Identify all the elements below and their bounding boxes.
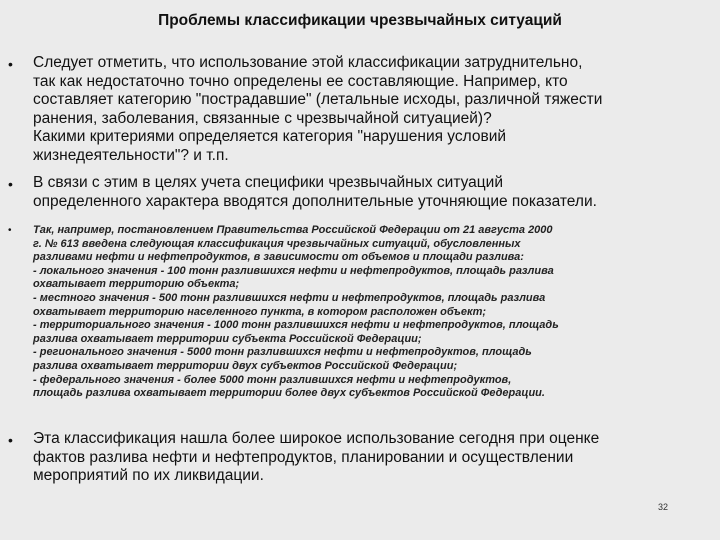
bullet-marker: •: [8, 225, 12, 236]
page-number: 32: [657, 502, 668, 512]
bullet-marker: •: [8, 432, 13, 448]
bullet-text: Следует отметить, что использование этой классификации затруднительно, так как недостаточно точно определены ее составляющие. Например, кто составляет категорию "пострадавшие" (летальные исходы, различной тяжести ранения, заболевания, связанные с чрезвычайной ситуацией)? Какими критериями определяется категория "нарушения условий жизнедеятельности"? и т.п.: [33, 54, 603, 164]
bullet-marker: •: [8, 56, 13, 72]
slide-title: Проблемы классификации чрезвычайных ситуаций: [158, 12, 562, 29]
bullet-text: Эта классификация нашла более широкое использование сегодня при оценке фактов разлива нефти и нефтепродуктов, планировании и осуществлении мероприятий по их ликвидации.: [33, 430, 600, 484]
bullet-text: Так, например, постановлением Правительства Российской Федерации от 21 августа 2000 г. № 613 введена следующая классификация чрезвычайных ситуаций, обусловленных разливами нефти и нефтепродуктов, в зависимости от объемов и площади разлива: - локального значения - 100 тонн разлившихся нефти и нефтепродуктов, площадь разлива охватывает территорию объекта; - местного значения - 500 тонн разлившихся нефти и нефтепродуктов, площадь разлива охватывает территорию населенного пункта, в котором расположен объект; - территориального значения - 1000 тонн разлившихся нефти и нефтепродуктов, площадь разлива охватывает территории субъекта Российской Федерации; - регионального значения - 5000 тонн разлившихся нефти и нефтепродуктов, площадь разлива охватывает территории двух субъектов Российской Федерации; - федерального значения - более 5000 тонн разлившихся нефти и нефтепродуктов, площадь разлива охватывает территории более двух субъектов Российской Федерации.: [33, 224, 559, 400]
bullet-text: В связи с этим в целях учета специфики чрезвычайных ситуаций определенного характера вводятся дополнительные уточняющие показатели.: [33, 174, 597, 210]
bullet-marker: •: [8, 176, 13, 192]
